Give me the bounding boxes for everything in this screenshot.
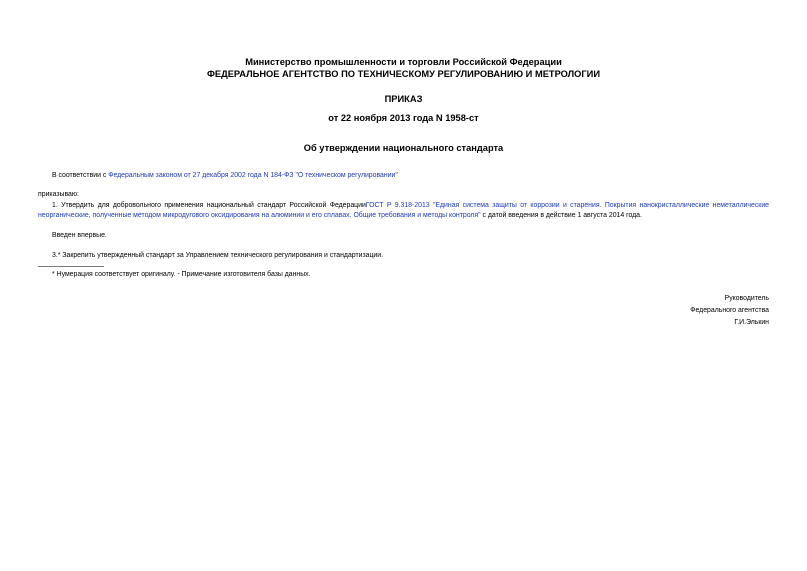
item-1-prefix: 1. Утвердить для добровольного применения национальный стандарт Российской Федерации bbox=[52, 202, 366, 209]
signature-block bbox=[690, 293, 769, 329]
document-type: ПРИКАЗ bbox=[384, 94, 423, 104]
signatory-name: Г.И.Элькин bbox=[734, 319, 769, 326]
basis-paragraph bbox=[38, 171, 769, 181]
document-header bbox=[38, 56, 769, 80]
item-3-paragraph: 3.* Закрепить утвержденный стандарт за Управлением технического регулирования и стандартизации. bbox=[52, 252, 384, 259]
basis-prefix: В соответствии с bbox=[52, 172, 109, 179]
document-date-number: от 22 ноября 2013 года N 1958-ст bbox=[328, 113, 479, 123]
item-1-suffix: с датой введения в действие 1 августа 2014 года. bbox=[480, 212, 642, 219]
order-word: приказываю: bbox=[38, 191, 79, 198]
footnote-text: * Нумерация соответствует оригиналу. - Примечание изготовителя базы данных. bbox=[52, 271, 311, 278]
federal-law-link[interactable]: Федеральным законом от 27 декабря 2002 года N 184-ФЗ "О техническом регулировании" bbox=[108, 172, 398, 179]
gost-standard-link[interactable]: ГОСТ Р 9.318-2013 "Единая система защиты от коррозии и старения. Покрытия нанокристаллические неметаллические неорганические, полученные методом микродугового оксидирования на алюминии и его сплавах. Общие требования и методы контроля" bbox=[38, 202, 769, 219]
introduced-note: Введен впервые. bbox=[52, 232, 107, 239]
signatory-position-line-1: Руководитель bbox=[724, 295, 769, 302]
signatory-position-line-2: Федерального агентства bbox=[690, 307, 769, 314]
item-1-paragraph bbox=[38, 201, 769, 221]
document-subject: Об утверждении национального стандарта bbox=[303, 143, 504, 153]
ministry-name: Министерство промышленности и торговли Российской Федерации bbox=[245, 57, 562, 67]
agency-name: ФЕДЕРАЛЬНОЕ АГЕНТСТВО ПО ТЕХНИЧЕСКОМУ РЕГУЛИРОВАНИЮ И МЕТРОЛОГИИ bbox=[206, 69, 601, 79]
footnote-divider bbox=[38, 266, 104, 267]
